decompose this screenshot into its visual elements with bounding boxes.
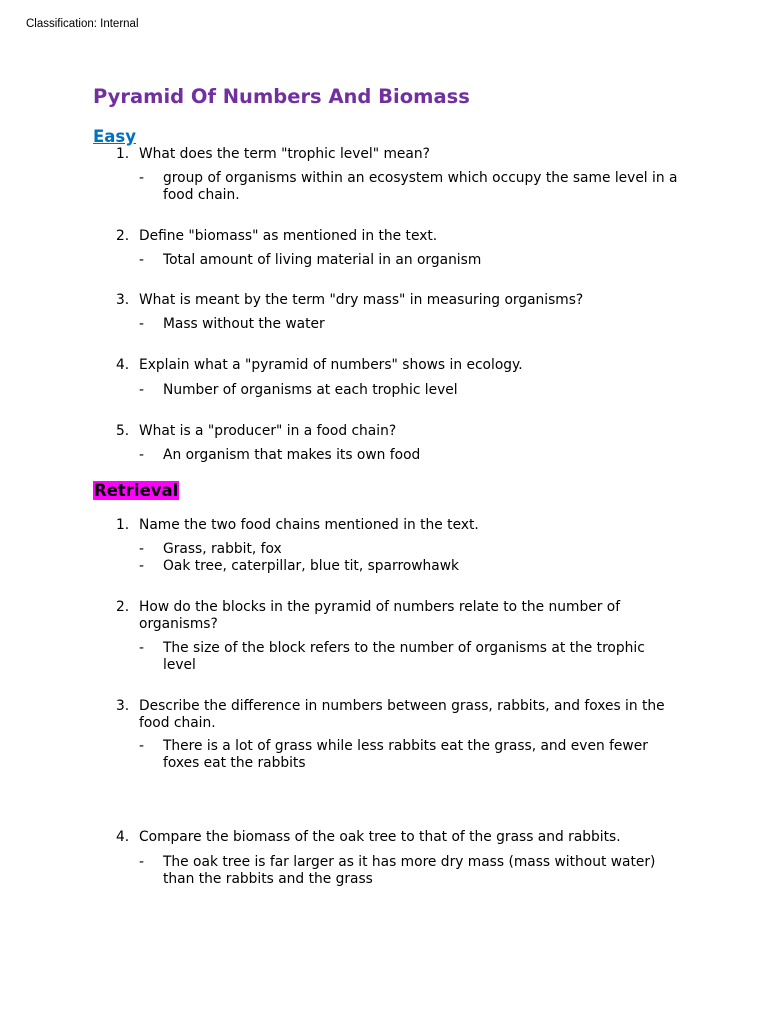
answer-bullet: - [139, 252, 144, 268]
answer-text: There is a lot of grass while less rabbits eat the grass, and even fewer foxes eat the rabbits [163, 738, 648, 771]
answer-text: group of organisms within an ecosystem which occupy the same level in a food chain. [163, 170, 678, 203]
answer-item [139, 541, 679, 558]
answer-item [139, 252, 679, 269]
question-text: Name the two food chains mentioned in the text. [139, 517, 479, 533]
answer-bullet: - [139, 640, 144, 656]
question-number: 3. [116, 292, 130, 308]
answer-item [139, 170, 679, 204]
question-text: Describe the difference in numbers between grass, rabbits, and foxes in the food chain. [139, 698, 665, 731]
answer-bullet: - [139, 447, 144, 463]
question-item [116, 423, 676, 440]
question-item [116, 292, 676, 309]
question-text: What does the term "trophic level" mean? [139, 146, 430, 162]
answer-text: An organism that makes its own food [163, 447, 421, 463]
question-number: 4. [116, 829, 130, 845]
question-number: 2. [116, 599, 130, 615]
answer-text: Oak tree, caterpillar, blue tit, sparrowhawk [163, 558, 460, 574]
question-item [116, 146, 676, 163]
answer-item [139, 382, 679, 399]
question-text: Compare the biomass of the oak tree to that of the grass and rabbits. [139, 829, 621, 845]
answer-bullet: - [139, 738, 144, 754]
answer-bullet: - [139, 382, 144, 398]
question-number: 4. [116, 357, 130, 373]
question-item [116, 599, 676, 633]
answer-text: Mass without the water [163, 316, 325, 332]
answer-bullet: - [139, 170, 144, 186]
question-number: 1. [116, 517, 130, 533]
answer-item [139, 640, 679, 674]
question-text: How do the blocks in the pyramid of numbers relate to the number of organisms? [139, 599, 621, 632]
answer-text: Number of organisms at each trophic level [163, 382, 458, 398]
answer-text: Grass, rabbit, fox [163, 541, 282, 557]
question-item [116, 829, 676, 846]
section-heading-easy: Easy [93, 127, 136, 146]
question-item [116, 698, 676, 732]
classification-label: Classification: Internal [26, 18, 139, 30]
answer-item [139, 738, 679, 772]
answer-item [139, 854, 679, 888]
question-number: 2. [116, 228, 130, 244]
question-item [116, 517, 676, 534]
answer-text: Total amount of living material in an organism [163, 252, 482, 268]
answer-bullet: - [139, 854, 144, 870]
answer-item [139, 447, 679, 464]
answer-text: The size of the block refers to the number of organisms at the trophic level [163, 640, 645, 673]
question-number: 1. [116, 146, 130, 162]
question-text: What is a "producer" in a food chain? [139, 423, 397, 439]
answer-bullet: - [139, 316, 144, 332]
question-text: Explain what a "pyramid of numbers" shows in ecology. [139, 357, 523, 373]
section-heading-retrieval: Retrieval [94, 481, 179, 500]
answer-item [139, 316, 679, 333]
page-title: Pyramid Of Numbers And Biomass [93, 85, 470, 108]
answer-item [139, 558, 679, 575]
answer-text: The oak tree is far larger as it has more dry mass (mass without water) than the rabbits and the grass [163, 854, 656, 887]
question-number: 3. [116, 698, 130, 714]
question-item [116, 228, 676, 245]
question-item [116, 357, 676, 374]
question-text: Define "biomass" as mentioned in the text. [139, 228, 438, 244]
answer-bullet: - [139, 541, 144, 557]
question-number: 5. [116, 423, 130, 439]
answer-bullet: - [139, 558, 144, 574]
question-text: What is meant by the term "dry mass" in measuring organisms? [139, 292, 584, 308]
